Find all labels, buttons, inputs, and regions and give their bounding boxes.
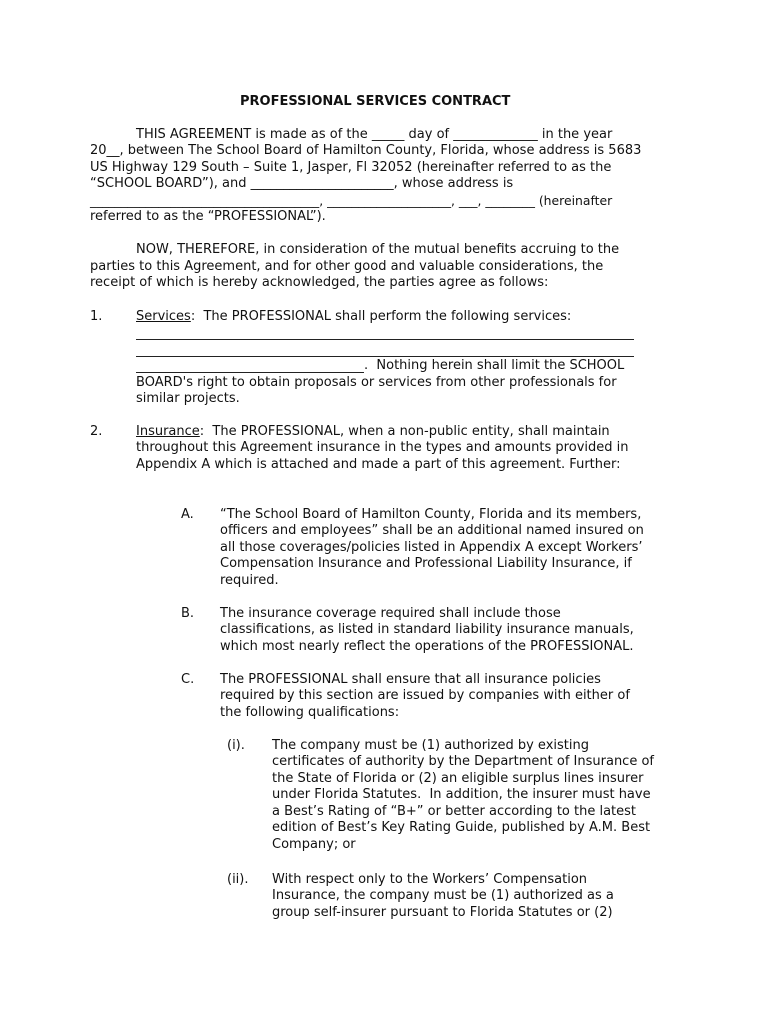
- services-blank-line: [136, 372, 364, 373]
- subitem-line: officers and employees” shall be an additional named insured on: [220, 523, 644, 538]
- subitem-line: the following qualifications:: [220, 705, 400, 720]
- subitem-line: The PROFESSIONAL shall ensure that all insurance policies: [220, 672, 601, 687]
- subitem-line: which most nearly reflect the operations of the PROFESSIONAL.: [220, 639, 634, 654]
- preamble-line: THIS AGREEMENT is made as of the _____ day of _____________ in the year: [136, 127, 613, 142]
- section-number: 2.: [90, 424, 103, 439]
- roman-line: certificates of authority by the Department of Insurance of: [272, 754, 654, 769]
- preamble-line: referred to as the “PROFESSIONAL”).: [90, 209, 326, 224]
- roman-line: the State of Florida or (2) an eligible surplus lines insurer: [272, 771, 644, 786]
- section-text: . Nothing herein shall limit the SCHOOL: [364, 358, 625, 373]
- roman-numeral: (i).: [227, 738, 245, 753]
- section-text: similar projects.: [136, 391, 240, 406]
- section-heading: Insurance: [136, 424, 200, 439]
- subitem-line: Compensation Insurance and Professional Liability Insurance, if: [220, 556, 632, 571]
- roman-line: Company; or: [272, 837, 356, 852]
- section-text: throughout this Agreement insurance in the types and amounts provided in: [136, 440, 629, 455]
- roman-line: The company must be (1) authorized by existing: [272, 738, 589, 753]
- roman-line: With respect only to the Workers’ Compensation: [272, 872, 588, 887]
- roman-line: edition of Best’s Key Rating Guide, published by A.M. Best: [272, 820, 651, 835]
- section-heading: Services: [136, 309, 191, 324]
- document-title: PROFESSIONAL SERVICES CONTRACT: [240, 94, 511, 109]
- services-blank-line: [136, 356, 634, 357]
- section-insurance: [136, 424, 610, 440]
- subitem-letter: C.: [181, 672, 195, 687]
- roman-numeral: (ii).: [227, 872, 249, 887]
- roman-line: group self-insurer pursuant to Florida Statutes or (2): [272, 905, 613, 920]
- consideration-line: parties to this Agreement, and for other good and valuable considerations, the: [90, 259, 604, 274]
- preamble-line: 20__, between The School Board of Hamilton County, Florida, whose address is 5683: [90, 143, 642, 158]
- preamble-line: _____________________________________, ____________________, ___, ________ (hereinafter: [90, 193, 613, 208]
- subitem-line: all those coverages/policies listed in Appendix A except Workers’: [220, 540, 643, 555]
- consideration-line: receipt of which is hereby acknowledged, the parties agree as follows:: [90, 275, 549, 290]
- subitem-line: The insurance coverage required shall include those: [220, 606, 561, 621]
- preamble-line: US Highway 129 South – Suite 1, Jasper, Fl 32052 (hereinafter referred to as the: [90, 160, 612, 175]
- subitem-letter: B.: [181, 606, 195, 621]
- section-text: Appendix A which is attached and made a part of this agreement. Further:: [136, 457, 621, 472]
- section-text: BOARD's right to obtain proposals or services from other professionals for: [136, 375, 617, 390]
- subitem-letter: A.: [181, 507, 194, 522]
- subitem-line: “The School Board of Hamilton County, Florida and its members,: [220, 507, 642, 522]
- subitem-line: required.: [220, 573, 279, 588]
- services-blank-line: [136, 339, 634, 340]
- subitem-line: required by this section are issued by companies with either of: [220, 688, 630, 703]
- roman-line: Insurance, the company must be (1) authorized as a: [272, 888, 614, 903]
- roman-line: a Best’s Rating of “B+” or better according to the latest: [272, 804, 637, 819]
- section-text: : The PROFESSIONAL shall perform the following services:: [190, 309, 572, 324]
- preamble-line: “SCHOOL BOARD”), and ______________________, whose address is: [90, 176, 514, 191]
- consideration-line: NOW, THEREFORE, in consideration of the mutual benefits accruing to the: [136, 242, 620, 257]
- subitem-line: classifications, as listed in standard liability insurance manuals,: [220, 622, 634, 637]
- roman-line: under Florida Statutes. In addition, the insurer must have: [272, 787, 651, 802]
- section-text: : The PROFESSIONAL, when a non-public entity, shall maintain: [199, 424, 610, 439]
- section-services: [136, 309, 571, 325]
- section-number: 1.: [90, 309, 103, 324]
